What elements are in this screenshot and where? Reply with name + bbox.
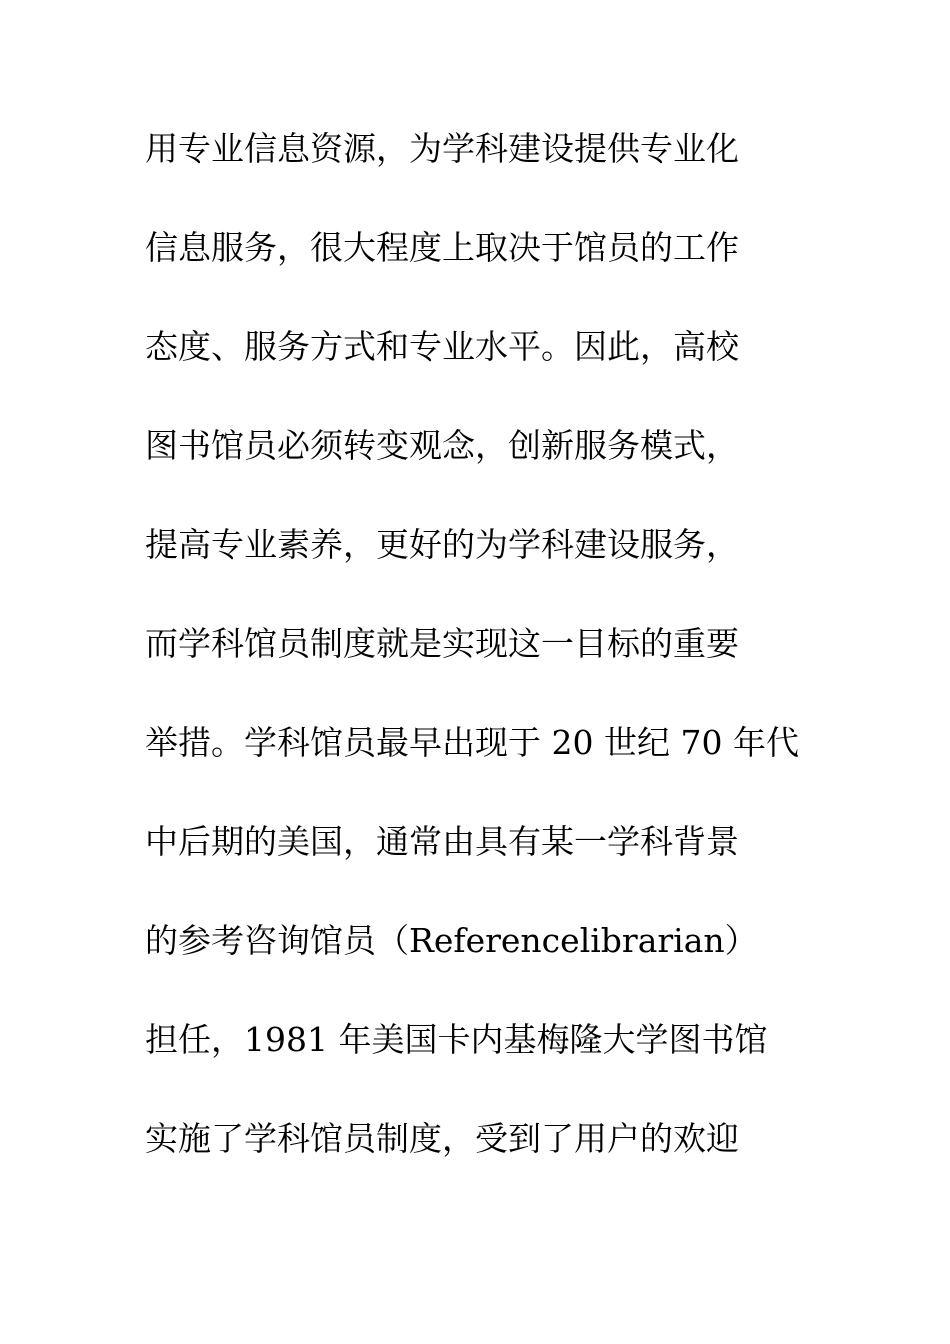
- body-text: [145, 124, 815, 1213]
- text-line: 而学科馆员制度就是实现这一目标的重要: [145, 624, 739, 663]
- text-line: 实施了学科馆员制度，受到了用户的欢迎: [145, 1119, 739, 1158]
- text-line: 态度、服务方式和专业水平。因此，高校: [145, 327, 739, 366]
- text-line: 提高专业素养，更好的为学科建设服务，: [145, 525, 739, 564]
- text-line: 举措。学科馆员最早出现于 20 世纪 70 年代: [145, 723, 799, 762]
- text-line: 的参考咨询馆员（Referencelibrarian）: [145, 921, 758, 960]
- text-line: 信息服务，很大程度上取决于馆员的工作: [145, 228, 739, 267]
- text-line: 图书馆员必须转变观念，创新服务模式，: [145, 426, 739, 465]
- text-line: 中后期的美国，通常由具有某一学科背景: [145, 822, 739, 861]
- text-line: 用专业信息资源，为学科建设提供专业化: [145, 129, 739, 168]
- text-line: 担任，1981 年美国卡内基梅隆大学图书馆: [145, 1020, 768, 1059]
